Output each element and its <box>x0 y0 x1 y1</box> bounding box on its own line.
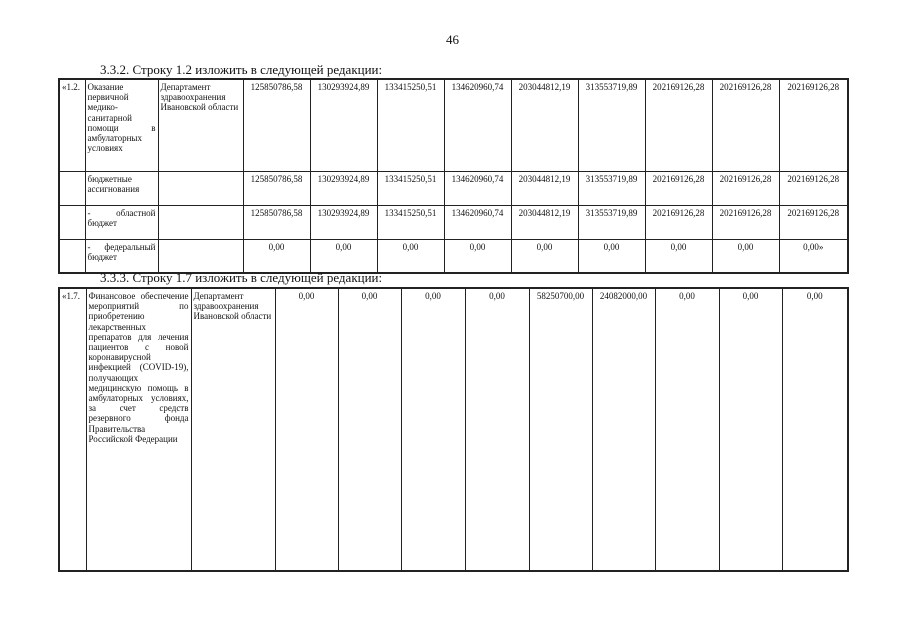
department: Департамент здравоохранения Ивановской области <box>191 288 275 571</box>
department <box>158 171 243 205</box>
row-name: Финансовое обеспечение мероприятий по приобретению лекарственных препаратов для лечения пациентов с новой коронавирусной инфекцией (COVID-19), получающих медицинскую помощь в амбулаторных условиях, за счет средств резервного фонда Правительства Российской Федерации <box>86 288 191 571</box>
value-cell: 0,00 <box>655 288 719 571</box>
value-cell: 203044812,19 <box>511 79 578 171</box>
value-cell: 134620960,74 <box>444 171 511 205</box>
value-cell: 202169126,28 <box>779 171 848 205</box>
value-cell: 202169126,28 <box>645 171 712 205</box>
row-number <box>59 171 85 205</box>
page-number: 46 <box>446 32 459 47</box>
row-number: «1.2. <box>59 79 85 171</box>
value-cell: 313553719,89 <box>578 205 645 239</box>
value-cell: 0,00 <box>719 288 782 571</box>
value-cell: 134620960,74 <box>444 205 511 239</box>
department <box>158 239 243 273</box>
table-row <box>59 205 848 239</box>
value-cell: 0,00 <box>465 288 529 571</box>
department <box>158 205 243 239</box>
value-cell: 133415250,51 <box>377 171 444 205</box>
value-cell: 0,00 <box>275 288 338 571</box>
value-cell: 134620960,74 <box>444 79 511 171</box>
row-number: «1.7. <box>59 288 86 571</box>
value-cell: 202169126,28 <box>712 171 779 205</box>
value-cell: 202169126,28 <box>779 205 848 239</box>
value-cell: 133415250,51 <box>377 79 444 171</box>
value-cell: 202169126,28 <box>779 79 848 171</box>
value-cell: 130293924,89 <box>310 171 377 205</box>
value-cell: 202169126,28 <box>645 79 712 171</box>
row-name: - областной бюджет <box>85 205 158 239</box>
table-row <box>59 288 848 571</box>
value-cell: 0,00 <box>338 288 401 571</box>
value-cell: 133415250,51 <box>377 205 444 239</box>
row-number <box>59 205 85 239</box>
value-cell: 0,00 <box>243 239 310 273</box>
value-cell: 202169126,28 <box>712 205 779 239</box>
value-cell: 0,00 <box>401 288 465 571</box>
value-cell: 313553719,89 <box>578 171 645 205</box>
row-name: бюджетные ассигнования <box>85 171 158 205</box>
table-row-1-7 <box>58 287 849 572</box>
row-name: Оказание первичной медико-санитарной помощи в амбулаторных условиях <box>85 79 158 171</box>
table-row-1-2 <box>58 78 849 274</box>
row-number <box>59 239 85 273</box>
value-cell: 203044812,19 <box>511 171 578 205</box>
value-cell: 130293924,89 <box>310 205 377 239</box>
section-heading-1-2: 3.3.2. Строку 1.2 изложить в следующей редакции: <box>100 62 383 77</box>
row-name: - федеральный бюджет <box>85 239 158 273</box>
value-cell: 0,00 <box>444 239 511 273</box>
value-cell: 0,00 <box>645 239 712 273</box>
value-cell: 24082000,00 <box>592 288 655 571</box>
table-row <box>59 239 848 273</box>
value-cell: 130293924,89 <box>310 79 377 171</box>
value-cell: 0,00 <box>782 288 848 571</box>
value-cell: 0,00 <box>712 239 779 273</box>
department: Департамент здравоохранения Ивановской области <box>158 79 243 171</box>
table-row <box>59 79 848 171</box>
section-heading-1-7: 3.3.3. Строку 1.7 изложить в следующей редакции: <box>100 270 383 285</box>
table-row <box>59 171 848 205</box>
value-cell: 58250700,00 <box>529 288 592 571</box>
value-cell: 0,00» <box>779 239 848 273</box>
value-cell: 125850786,58 <box>243 171 310 205</box>
value-cell: 313553719,89 <box>578 79 645 171</box>
value-cell: 203044812,19 <box>511 205 578 239</box>
value-cell: 0,00 <box>578 239 645 273</box>
value-cell: 202169126,28 <box>645 205 712 239</box>
value-cell: 0,00 <box>511 239 578 273</box>
value-cell: 0,00 <box>310 239 377 273</box>
value-cell: 125850786,58 <box>243 205 310 239</box>
value-cell: 0,00 <box>377 239 444 273</box>
value-cell: 125850786,58 <box>243 79 310 171</box>
value-cell: 202169126,28 <box>712 79 779 171</box>
